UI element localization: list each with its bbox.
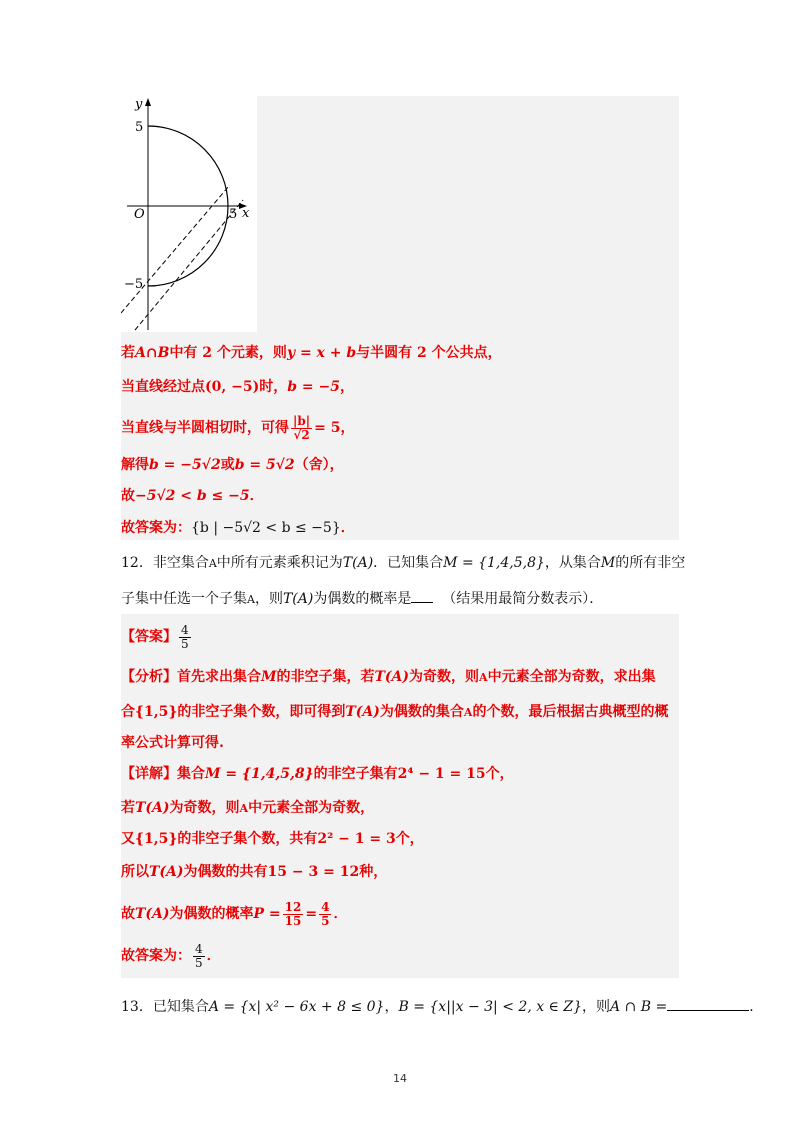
ans12-answer-line bbox=[121, 622, 193, 652]
page-number: 14 bbox=[393, 1072, 407, 1085]
semicircle-figure bbox=[121, 96, 257, 332]
q13-line: 13．已知集合A = {x| x² − 6x + 8 ≤ 0}，B = {x||x − 3| < 2, x ∈ Z}，则A ∩ B = ． bbox=[121, 996, 763, 1017]
ans12-detail-line-5: 故T(A)为偶数的概率P = $\frac{12}{15}$ = $\frac{4}{5}$ ． bbox=[121, 899, 348, 928]
answer-blank-12 bbox=[411, 588, 433, 603]
q12-line-2: 子集中任选一个子集A，则T(A)为偶数的概率是 （结果用最简分数表示）． bbox=[121, 588, 603, 610]
ans12-detail-line-2: 若T(A)为奇数，则A中元素全部为奇数， bbox=[121, 800, 375, 816]
x-axis-label: x bbox=[242, 206, 250, 221]
answer-fraction: $\frac{4}{5}$ bbox=[181, 622, 189, 651]
ans12-detail-line-3: 又{1,5}的非空子集个数，共有2² − 1 = 3个， bbox=[121, 831, 424, 847]
sol11-line-3: 当直线与半圆相切时，可得 $\frac{|b|}{√2}$ = 5， bbox=[121, 413, 355, 442]
detail-label: 【详解】 bbox=[121, 766, 177, 782]
analysis-label: 【分析】 bbox=[121, 669, 177, 685]
y-axis-label: y bbox=[135, 97, 143, 112]
prob-fraction-2: $\frac{4}{5}$ bbox=[321, 899, 330, 928]
sol11-line-1: 若A∩B中有 2 个元素，则y = x + b与半圆有 2 个公共点， bbox=[121, 345, 502, 361]
tick-label-bottom: −5 bbox=[124, 277, 144, 292]
answer-blank-13 bbox=[667, 996, 749, 1011]
q12-line-1: 12．非空集合A中所有元素乘积记为T(A)．已知集合M = {1,4,5,8}，从集合M的所有非空 bbox=[121, 555, 686, 571]
sol11-line-2: 当直线经过点(0, −5)时，b = −5， bbox=[121, 379, 354, 395]
final-fraction: $\frac{4}{5}$ bbox=[195, 941, 203, 970]
ans12-analysis-line-2: 合{1,5}的非空子集个数，即可得到T(A)为偶数的集合A的个数，最后根据古典概型的概 bbox=[121, 704, 669, 720]
sol11-line-6: 故答案为：{b | −5√2 < b ≤ −5}． bbox=[121, 520, 355, 536]
tick-label-top: 5 bbox=[135, 120, 144, 135]
ans12-final-line: 故答案为： $\frac{4}{5}$ ． bbox=[121, 941, 221, 970]
sol11-line-5: 故−5√2 < b ≤ −5． bbox=[121, 488, 264, 504]
tick-label-right: 5 bbox=[229, 207, 238, 222]
answer-label: 【答案】 bbox=[121, 629, 177, 645]
sol11-fraction: $\frac{|b|}{√2}$ bbox=[293, 413, 311, 442]
ans12-analysis-line-3: 率公式计算可得. bbox=[121, 735, 224, 751]
prob-fraction-1: $\frac{12}{15}$ bbox=[284, 899, 302, 928]
sol11-line-4: 解得b = −5√2或b = 5√2（舍）， bbox=[121, 457, 344, 473]
ans12-detail-line-4: 所以T(A)为偶数的共有15 − 3 = 12种， bbox=[121, 864, 388, 880]
ans12-detail-line-1: 【详解】集合M = {1,4,5,8}的非空子集有2⁴ − 1 = 15个， bbox=[121, 766, 514, 782]
ans12-analysis-line-1: 【分析】首先求出集合M的非空子集，若T(A)为奇数，则A中元素全部为奇数，求出集 bbox=[121, 669, 656, 685]
origin-label: O bbox=[134, 207, 145, 222]
